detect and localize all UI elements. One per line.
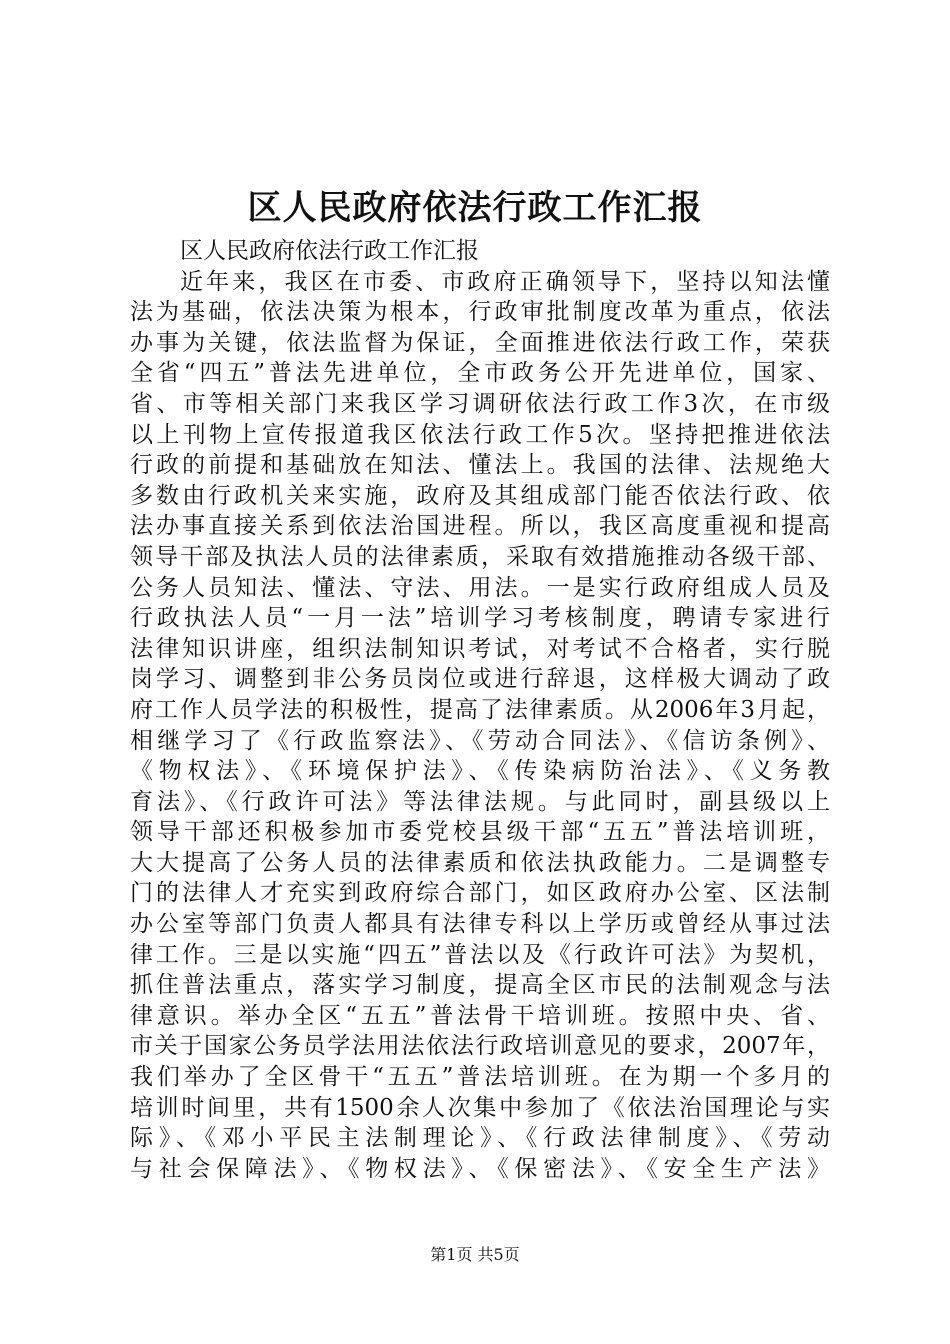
body-line: 全省“四五”普法先进单位，全市政务公开先进单位，国家、 (130, 360, 830, 387)
body-line: 领导干部及执法人员的法律素质，采取有效措施推动各级干部、 (130, 543, 830, 570)
body-line: 近年来，我区在市委、市政府正确领导下，坚持以知法懂 (180, 268, 830, 295)
body-line: 我们举办了全区骨干“五五”普法培训班。在为期一个多月的 (130, 1064, 830, 1091)
document-body (130, 236, 830, 1184)
body-line: 法为基础，依法决策为根本，行政审批制度改革为重点，依法 (130, 299, 830, 326)
body-line: 门的法律人才充实到政府综合部门，如区政府办公室、区法制 (130, 880, 830, 907)
body-line: 市关于国家公务员学法用法依法行政培训意见的要求，2007年， (130, 1033, 830, 1060)
body-line: 律意识。举办全区“五五”普法骨干培训班。按照中央、省、 (130, 1002, 830, 1029)
body-line: 办公室等部门负责人都具有法律专科以上学历或曾经从事过法 (130, 911, 830, 938)
body-line: 岗学习、调整到非公务员岗位或进行辞退，这样极大调动了政 (130, 666, 830, 693)
body-line: 省、市等相关部门来我区学习调研依法行政工作3次，在市级 (130, 390, 830, 417)
body-line: 与社会保障法》、《物权法》、《保密法》、《安全生产法》 (130, 1155, 830, 1182)
document-title: 区人民政府依法行政工作汇报 (247, 188, 703, 228)
body-line: 《物权法》、《环境保护法》、《传染病防治法》、《义务教 (130, 758, 830, 785)
body-line: 多数由行政机关来实施，政府及其组成部门能否依法行政、依 (130, 482, 830, 509)
body-line: 法办事直接关系到依法治国进程。所以，我区高度重视和提高 (130, 513, 830, 540)
body-line: 培训时间里，共有1500余人次集中参加了《依法治国理论与实 (130, 1094, 830, 1121)
body-line: 抓住普法重点，落实学习制度，提高全区市民的法制观念与法 (130, 972, 830, 999)
body-line: 府工作人员学法的积极性，提高了法律素质。从2006年3月起， (130, 696, 830, 723)
body-line: 律工作。三是以实施“四五”普法以及《行政许可法》为契机， (130, 941, 830, 968)
body-line: 育法》、《行政许可法》等法律法规。与此同时，副县级以上 (130, 788, 830, 815)
body-line: 相继学习了《行政监察法》、《劳动合同法》、《信访条例》、 (130, 727, 830, 754)
body-line: 行政执法人员“一月一法”培训学习考核制度，聘请专家进行 (130, 605, 830, 632)
body-line: 办事为关键，依法监督为保证，全面推进依法行政工作，荣获 (130, 329, 830, 356)
body-line: 公务人员知法、懂法、守法、用法。一是实行政府组成人员及 (130, 574, 830, 601)
body-line: 行政的前提和基础放在知法、懂法上。我国的法律、法规绝大 (130, 452, 830, 479)
body-line: 大大提高了公务人员的法律素质和依法执政能力。二是调整专 (130, 849, 830, 876)
body-line: 领导干部还积极参加市委党校县级干部“五五”普法培训班， (130, 819, 830, 846)
body-line: 法律知识讲座，组织法制知识考试，对考试不合格者，实行脱 (130, 635, 830, 662)
document-subtitle: 区人民政府依法行政工作汇报 (180, 238, 479, 264)
page-number-footer: 第1页 共5页 (430, 1245, 520, 1264)
body-line: 以上刊物上宣传报道我区依法行政工作5次。坚持把推进依法 (130, 421, 830, 448)
body-line: 际》、《邓小平民主法制理论》、《行政法律制度》、《劳动 (130, 1125, 830, 1152)
